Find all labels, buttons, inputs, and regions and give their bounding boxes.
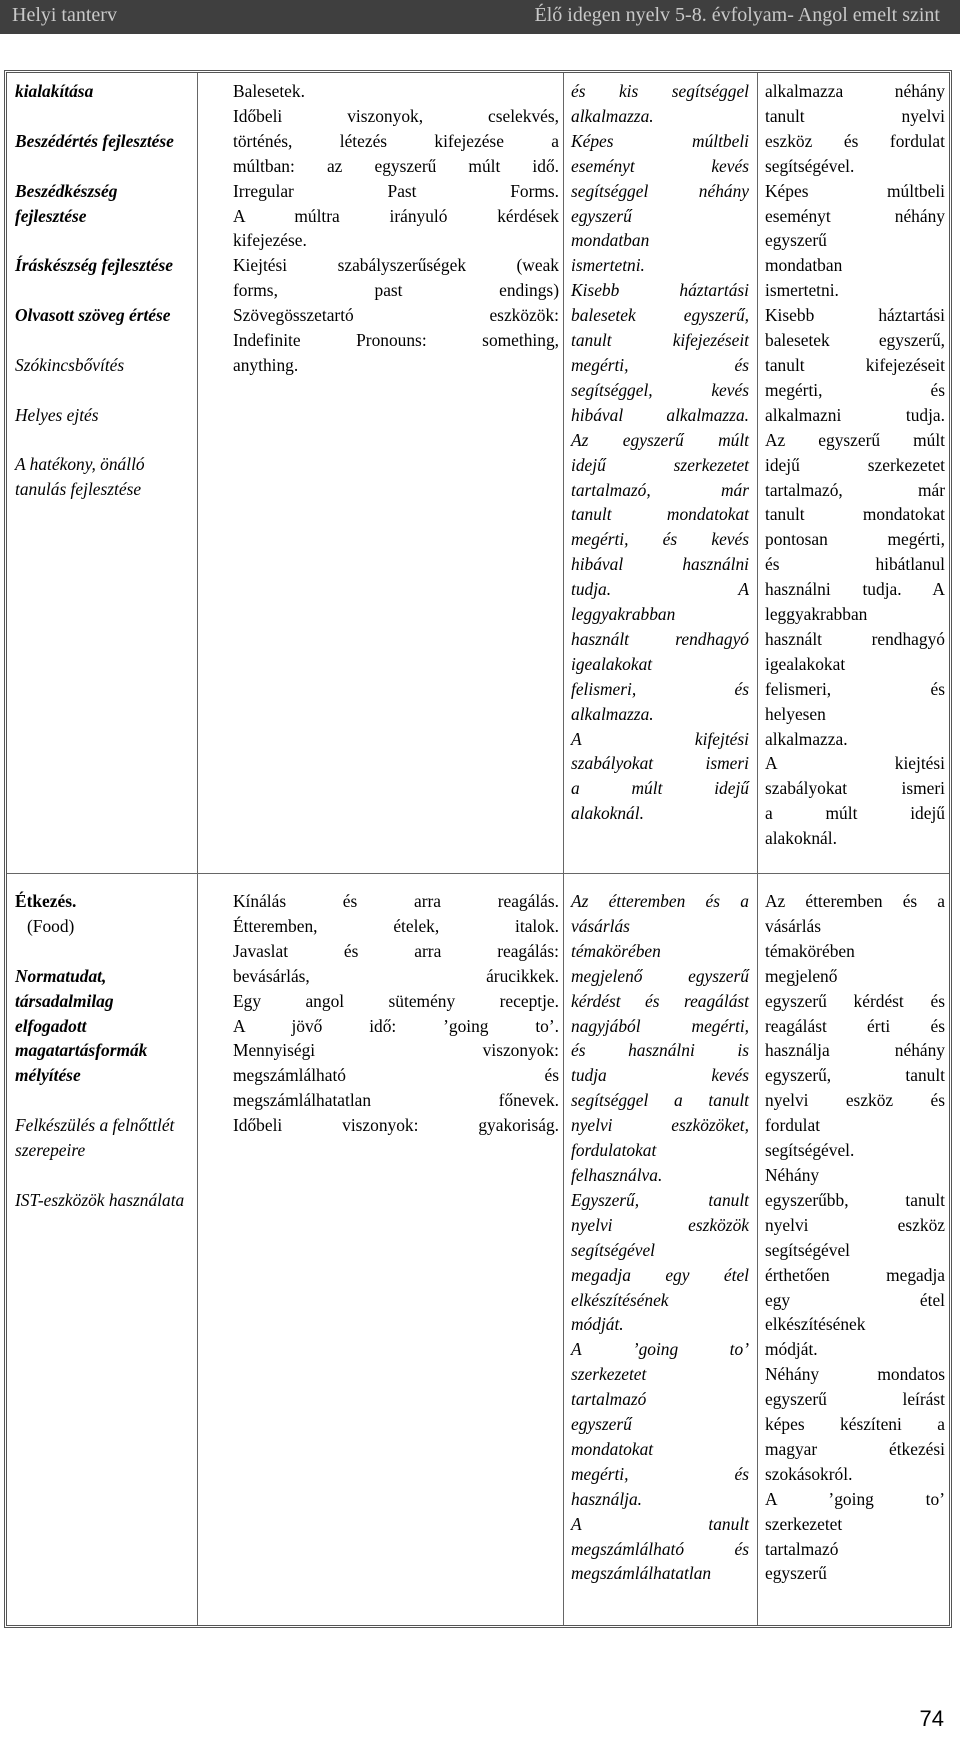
content-line: történés, létezés kifejezése a	[233, 130, 559, 151]
min-requirement-line: segítséggel a tanult	[571, 1090, 749, 1111]
topic-title: Étkezés.	[15, 891, 77, 911]
min-requirement-line: tudja kevés	[571, 1065, 749, 1086]
opt-requirement-line: alkalmazni tudja.	[765, 404, 945, 425]
content-line: Időbeli viszonyok: gyakoriság.	[233, 1115, 559, 1136]
opt-requirement-line: helyesen	[765, 703, 826, 724]
min-requirement-line: mondatokat	[571, 1438, 654, 1459]
min-requirement-line: ismertetni.	[571, 255, 645, 276]
min-requirement-line: hibával használni	[571, 554, 749, 575]
skill-item: kialakítása	[15, 81, 94, 101]
min-requirement-line: kérdést és reagálást	[571, 990, 749, 1011]
opt-requirement-line: alakoknál.	[765, 828, 837, 849]
min-requirement-line: nagyjából megérti,	[571, 1015, 749, 1036]
column-divider	[563, 73, 564, 1625]
opt-requirement-line: eszköz és fordulat	[765, 130, 945, 151]
content-line: kifejezése.	[233, 230, 307, 251]
min-requirement-line: A ’going to’	[571, 1339, 749, 1360]
opt-requirement-line: a múlt idejű	[765, 803, 945, 824]
min-requirement-line: tartalmazó	[571, 1389, 647, 1410]
skill-item: Íráskészség fejlesztése	[15, 255, 173, 276]
min-requirement-line: mondatban	[571, 230, 650, 251]
topic-subtitle: (Food)	[27, 915, 75, 936]
min-requirement-line: megszámlálható és	[571, 1538, 749, 1559]
opt-requirement-line: Az étteremben és a	[765, 891, 945, 911]
min-requirement-line: megadja egy étel	[571, 1264, 749, 1285]
page-number: 74	[919, 1706, 944, 1731]
min-requirement-line: felhasználva.	[571, 1164, 663, 1185]
opt-requirement-line: segítségével.	[765, 1140, 855, 1161]
opt-requirement-line: és hibátlanul	[765, 554, 945, 575]
row2-skills-cell	[15, 889, 189, 1213]
row1-skills-cell	[15, 79, 189, 502]
opt-requirement-line: reagálást érti és	[765, 1015, 945, 1036]
min-requirement-line: és használni is	[571, 1040, 749, 1061]
opt-requirement-line: balesetek egyszerű,	[765, 330, 945, 351]
min-requirement-line: megérti, és	[571, 354, 749, 375]
column-divider	[197, 73, 198, 1625]
content-line: Szövegösszetartó eszközök:	[233, 305, 559, 326]
skill-item: Beszédértés fejlesztése	[15, 130, 174, 151]
skill-item: IST-eszközök használata	[15, 1189, 185, 1210]
content-line: Irregular Past Forms.	[233, 180, 559, 201]
opt-requirement-line: tanult nyelvi	[765, 105, 945, 126]
min-requirement-line: nyelvi eszközök	[571, 1214, 749, 1235]
min-requirement-line: a múlt idejű	[571, 778, 749, 799]
min-requirement-line: Az egyszerű múlt	[571, 429, 749, 450]
opt-requirement-line: leggyakrabban	[765, 604, 868, 625]
min-requirement-line: Az étteremben és a	[571, 891, 749, 911]
opt-requirement-line: képes készíteni a	[765, 1414, 945, 1435]
opt-requirement-line: A kiejtési	[765, 753, 945, 774]
opt-requirement-line: eseményt néhány	[765, 205, 945, 226]
min-requirement-line: megjelenő egyszerű	[571, 965, 749, 986]
min-requirement-line: módját.	[571, 1314, 624, 1335]
min-requirement-line: nyelvi eszközöket,	[571, 1115, 749, 1136]
opt-requirement-line: szabályokat ismeri	[765, 778, 945, 799]
min-requirement-line: felismeri, és	[571, 678, 749, 699]
opt-requirement-line: témakörében	[765, 940, 855, 961]
row2-opt-requirements-cell	[765, 889, 945, 1586]
opt-requirement-line: tanult kifejezéseit	[765, 354, 945, 375]
opt-requirement-line: fordulat	[765, 1115, 821, 1136]
content-line: Étteremben, ételek, italok.	[233, 915, 559, 936]
opt-requirement-line: használt rendhagyó	[765, 628, 945, 649]
opt-requirement-line: magyar étkezési	[765, 1438, 945, 1459]
opt-requirement-line: ismertetni.	[765, 280, 839, 301]
opt-requirement-line: alkalmazza néhány	[765, 81, 945, 101]
min-requirement-line: alkalmazza.	[571, 105, 654, 126]
min-requirement-line: és kis segítséggel	[571, 81, 749, 101]
content-line: bevásárlás, árucikkek.	[233, 965, 559, 986]
min-requirement-line: szerkezetet	[571, 1364, 647, 1385]
min-requirement-line: alakoknál.	[571, 803, 644, 824]
row2-content-cell	[233, 889, 559, 1138]
min-requirement-line: használt rendhagyó	[571, 628, 749, 649]
opt-requirement-line: Képes múltbeli	[765, 180, 945, 201]
opt-requirement-line: megjelenő	[765, 965, 838, 986]
content-line: Időbeli viszonyok, cselekvés,	[233, 105, 559, 126]
min-requirement-line: fordulatokat	[571, 1140, 657, 1161]
skill-item: Beszédkészség fejlesztése	[15, 180, 118, 226]
min-requirement-line: tartalmazó, már	[571, 479, 749, 500]
content-line: Javaslat és arra reagálás:	[233, 940, 559, 961]
min-requirement-line: tanult kifejezéseit	[571, 330, 749, 351]
skill-item: Helyes ejtés	[15, 404, 99, 425]
opt-requirement-line: egyszerű	[765, 1563, 827, 1584]
opt-requirement-line: Néhány	[765, 1164, 820, 1185]
opt-requirement-line: használja néhány	[765, 1040, 945, 1061]
skill-item: A hatékony, önálló tanulás fejlesztése	[15, 454, 145, 500]
content-line: Mennyiségi viszonyok:	[233, 1040, 559, 1061]
opt-requirement-line: segítségével	[765, 1239, 850, 1260]
opt-requirement-line: tartalmazó	[765, 1538, 839, 1559]
opt-requirement-line: felismeri, és	[765, 678, 945, 699]
opt-requirement-line: igealakokat	[765, 653, 846, 674]
min-requirement-line: balesetek egyszerű,	[571, 305, 749, 326]
min-requirement-line: tudja. A	[571, 579, 749, 600]
content-line: Kiejtési szabályszerűségek (weak	[233, 255, 559, 276]
skill-item: Olvasott szöveg értése	[15, 305, 171, 326]
min-requirement-line: leggyakrabban	[571, 604, 676, 625]
opt-requirement-line: mondatban	[765, 255, 843, 276]
min-requirement-line: egyszerű	[571, 1414, 632, 1435]
min-requirement-line: alkalmazza.	[571, 703, 654, 724]
content-line: Egy angol sütemény receptje.	[233, 990, 559, 1011]
min-requirement-line: Kisebb háztartási	[571, 280, 749, 301]
min-requirement-line: eseményt kevés	[571, 155, 749, 176]
opt-requirement-line: segítségével.	[765, 155, 855, 176]
min-requirement-line: elkészítésének	[571, 1289, 669, 1310]
content-line: Kínálás és arra reagálás.	[233, 891, 559, 911]
row1-content-cell	[233, 79, 559, 378]
opt-requirement-line: Az egyszerű múlt	[765, 429, 945, 450]
min-requirement-line: vásárlás	[571, 915, 630, 936]
min-requirement-line: A kifejtési	[571, 728, 749, 749]
opt-requirement-line: A ’going to’	[765, 1488, 945, 1509]
min-requirement-line: igealakokat	[571, 653, 653, 674]
opt-requirement-line: idejű szerkezetet	[765, 454, 945, 475]
opt-requirement-line: alkalmazza.	[765, 728, 848, 749]
column-divider	[757, 73, 758, 1625]
min-requirement-line: A tanult	[571, 1513, 749, 1534]
opt-requirement-line: elkészítésének	[765, 1314, 866, 1335]
opt-requirement-line: nyelvi eszköz és	[765, 1090, 945, 1111]
opt-requirement-line: vásárlás	[765, 915, 822, 936]
row2-min-requirements-cell	[571, 889, 749, 1586]
header-left: Helyi tanterv	[12, 4, 117, 26]
content-line: megszámlálható és	[233, 1065, 559, 1086]
header-right: Élő idegen nyelv 5-8. évfolyam- Angol emelt szint	[534, 4, 940, 26]
opt-requirement-line: használni tudja. A	[765, 579, 945, 600]
skill-item: Felkészülés a felnőttlét szerepeire	[15, 1115, 175, 1161]
min-requirement-line: egyszerű	[571, 205, 632, 226]
content-line: anything.	[233, 354, 299, 375]
opt-requirement-line: tartalmazó, már	[765, 479, 945, 500]
min-requirement-line: megszámlálhatatlan	[571, 1563, 712, 1584]
content-line: Balesetek.	[233, 81, 305, 101]
opt-requirement-line: egyszerű leírást	[765, 1389, 945, 1410]
opt-requirement-line: egy étel	[765, 1289, 945, 1310]
opt-requirement-line: tanult mondatokat	[765, 504, 945, 525]
content-line: A múltra irányuló kérdések	[233, 205, 559, 226]
content-line: megszámlálhatatlan főnevek.	[233, 1090, 559, 1111]
min-requirement-line: megérti, és	[571, 1463, 749, 1484]
skill-item: Normatudat, társadalmilag elfogadott magatartásformák mélyítése	[15, 965, 148, 1086]
opt-requirement-line: Néhány mondatos	[765, 1364, 945, 1385]
opt-requirement-line: Kisebb háztartási	[765, 305, 945, 326]
min-requirement-line: témakörében	[571, 940, 661, 961]
content-line: múltban: az egyszerű múlt idő.	[233, 155, 559, 176]
opt-requirement-line: egyszerű	[765, 230, 827, 251]
min-requirement-line: Egyszerű, tanult	[571, 1189, 749, 1210]
row1-min-requirements-cell	[571, 79, 749, 826]
min-requirement-line: idejű szerkezetet	[571, 454, 749, 475]
opt-requirement-line: szerkezetet	[765, 1513, 843, 1534]
opt-requirement-line: pontosan megérti,	[765, 529, 945, 550]
skill-item: Szókincsbővítés	[15, 354, 125, 375]
min-requirement-line: segítséggel néhány	[571, 180, 749, 201]
opt-requirement-line: megérti, és	[765, 379, 945, 400]
content-line: forms, past endings)	[233, 280, 559, 301]
content-line: Indefinite Pronouns: something,	[233, 330, 559, 351]
opt-requirement-line: egyszerűbb, tanult	[765, 1189, 945, 1210]
opt-requirement-line: nyelvi eszköz	[765, 1214, 945, 1235]
opt-requirement-line: szokásokról.	[765, 1463, 853, 1484]
row-divider	[7, 873, 949, 874]
opt-requirement-line: érthetően megadja	[765, 1264, 945, 1285]
min-requirement-line: használja.	[571, 1488, 643, 1509]
page-header	[0, 0, 960, 34]
min-requirement-line: szabályokat ismeri	[571, 753, 749, 774]
opt-requirement-line: módját.	[765, 1339, 818, 1360]
min-requirement-line: megérti, és kevés	[571, 529, 749, 550]
min-requirement-line: segítségével	[571, 1239, 656, 1260]
opt-requirement-line: egyszerű, tanult	[765, 1065, 945, 1086]
content-line: A jövő idő: ’going to’.	[233, 1015, 559, 1036]
curriculum-table	[4, 70, 952, 1628]
opt-requirement-line: egyszerű kérdést és	[765, 990, 945, 1011]
min-requirement-line: tanult mondatokat	[571, 504, 749, 525]
min-requirement-line: Képes múltbeli	[571, 130, 749, 151]
min-requirement-line: segítséggel, kevés	[571, 379, 749, 400]
row1-opt-requirements-cell	[765, 79, 945, 851]
min-requirement-line: hibával alkalmazza.	[571, 404, 749, 425]
